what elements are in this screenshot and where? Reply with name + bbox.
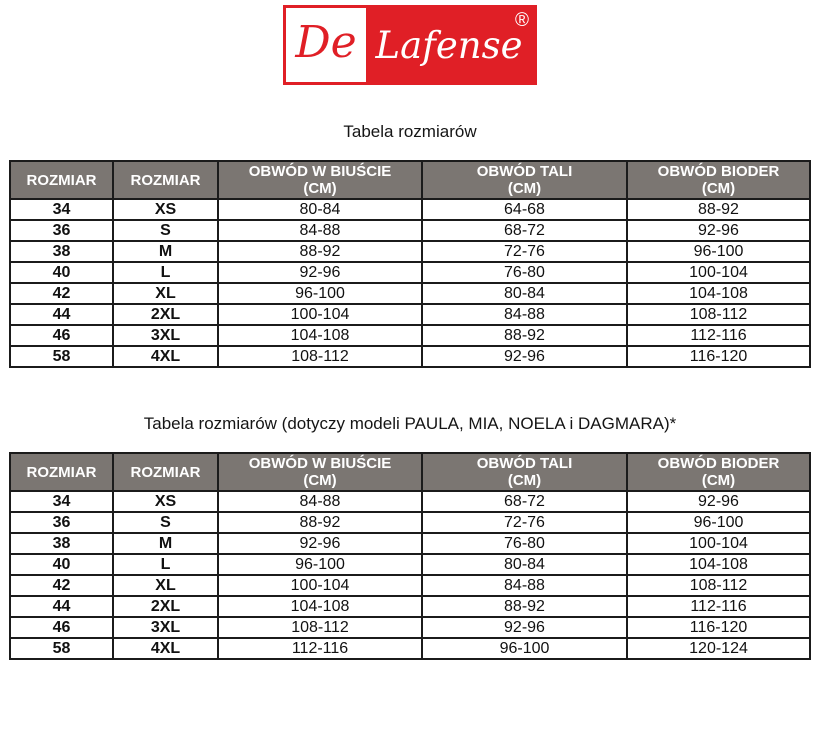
table-cell: 4XL [113,346,218,367]
table-cell: 88-92 [422,596,627,617]
table-cell: 104-108 [627,554,810,575]
table-cell: 88-92 [218,512,422,533]
table-cell: 72-76 [422,241,627,262]
table-cell: 92-96 [627,220,810,241]
table-cell: 34 [10,199,113,220]
size-table-title-2: Tabela rozmiarów (dotyczy modeli PAULA, MIA, NOELA i DAGMARA)* [143,414,677,433]
logo-de-text: De [295,17,357,68]
table-cell: M [113,533,218,554]
table-cell: 72-76 [422,512,627,533]
table-cell: 108-112 [627,575,810,596]
brand-logo [283,5,537,85]
table-cell: 108-112 [218,617,422,638]
table-cell: 76-80 [422,262,627,283]
table-cell: 84-88 [422,304,627,325]
table-cell: 112-116 [627,596,810,617]
logo-de-box [286,8,366,82]
header-bust: OBWÓD W BIUŚCIE (CM) [218,161,422,199]
table-cell: 84-88 [218,220,422,241]
table-cell: 104-108 [627,283,810,304]
table-row [10,533,810,554]
table-cell: 108-112 [627,304,810,325]
table-cell: S [113,512,218,533]
table-cell: 84-88 [218,491,422,512]
registered-trademark-icon: ® [515,10,529,31]
header-rozmiar-letter: ROZMIAR [113,161,218,199]
table-row [10,304,810,325]
table-cell: 38 [10,533,113,554]
table-cell: 80-84 [218,199,422,220]
table-cell: M [113,241,218,262]
table-row [10,491,810,512]
table-cell: 76-80 [422,533,627,554]
table-row [10,596,810,617]
table-cell: XL [113,575,218,596]
header-rozmiar-number: ROZMIAR [10,161,113,199]
table-row [10,554,810,575]
table-cell: 58 [10,638,113,659]
table-cell: 108-112 [218,346,422,367]
table-row [10,617,810,638]
table-cell: 34 [10,491,113,512]
table-cell: 64-68 [422,199,627,220]
table-row [10,512,810,533]
size-table-1 [9,160,811,368]
table-cell: 38 [10,241,113,262]
table-row [10,575,810,596]
table-cell: 112-116 [218,638,422,659]
table-cell: 42 [10,575,113,596]
table-cell: XS [113,491,218,512]
table-cell: 104-108 [218,596,422,617]
table-cell: 58 [10,346,113,367]
header-bust: OBWÓD W BIUŚCIE (CM) [218,453,422,491]
header-waist: OBWÓD TALI (CM) [422,161,627,199]
size-table-2 [9,452,811,660]
table-row [10,262,810,283]
table-cell: 100-104 [218,575,422,596]
table-cell: 36 [10,512,113,533]
table-cell: 88-92 [218,241,422,262]
table-cell: 100-104 [218,304,422,325]
table-cell: L [113,262,218,283]
table-cell: 88-92 [422,325,627,346]
table-cell: 40 [10,262,113,283]
table-cell: 112-116 [627,325,810,346]
table-cell: 36 [10,220,113,241]
table-row [10,283,810,304]
table-cell: 2XL [113,304,218,325]
table-cell: XL [113,283,218,304]
table-row [10,346,810,367]
table-cell: 116-120 [627,346,810,367]
table-cell: XS [113,199,218,220]
header-waist: OBWÓD TALI (CM) [422,453,627,491]
size-table-title-1: Tabela rozmiarów [343,122,477,141]
table-cell: S [113,220,218,241]
table-cell: 3XL [113,617,218,638]
table-cell: 92-96 [218,533,422,554]
table-cell: 100-104 [627,533,810,554]
table-cell: 92-96 [422,617,627,638]
table-cell: 4XL [113,638,218,659]
table-cell: 96-100 [627,512,810,533]
table-cell: 80-84 [422,283,627,304]
table-cell: 46 [10,617,113,638]
header-rozmiar-number: ROZMIAR [10,453,113,491]
header-hips: OBWÓD BIODER (CM) [627,161,810,199]
table-cell: 96-100 [218,283,422,304]
table-cell: 40 [10,554,113,575]
table-cell: 104-108 [218,325,422,346]
table-cell: 92-96 [218,262,422,283]
table-row [10,241,810,262]
table-row [10,199,810,220]
table-row [10,638,810,659]
table-cell: 46 [10,325,113,346]
table-cell: 68-72 [422,491,627,512]
table-cell: 120-124 [627,638,810,659]
header-rozmiar-letter: ROZMIAR [113,453,218,491]
table-cell: 2XL [113,596,218,617]
table-cell: 80-84 [422,554,627,575]
table-row [10,220,810,241]
table-cell: 88-92 [627,199,810,220]
table-cell: 68-72 [422,220,627,241]
table-row [10,325,810,346]
table-cell: 92-96 [627,491,810,512]
table-cell: 44 [10,304,113,325]
table-cell: 42 [10,283,113,304]
logo-lafense-text: Lafense [375,23,523,67]
header-row [10,453,810,491]
table-cell: 84-88 [422,575,627,596]
header-row [10,161,810,199]
table-cell: 116-120 [627,617,810,638]
table-cell: 96-100 [422,638,627,659]
table-cell: 92-96 [422,346,627,367]
header-hips: OBWÓD BIODER (CM) [627,453,810,491]
table-cell: 100-104 [627,262,810,283]
table-cell: 3XL [113,325,218,346]
table-cell: 96-100 [218,554,422,575]
table-cell: L [113,554,218,575]
table-cell: 96-100 [627,241,810,262]
table-cell: 44 [10,596,113,617]
